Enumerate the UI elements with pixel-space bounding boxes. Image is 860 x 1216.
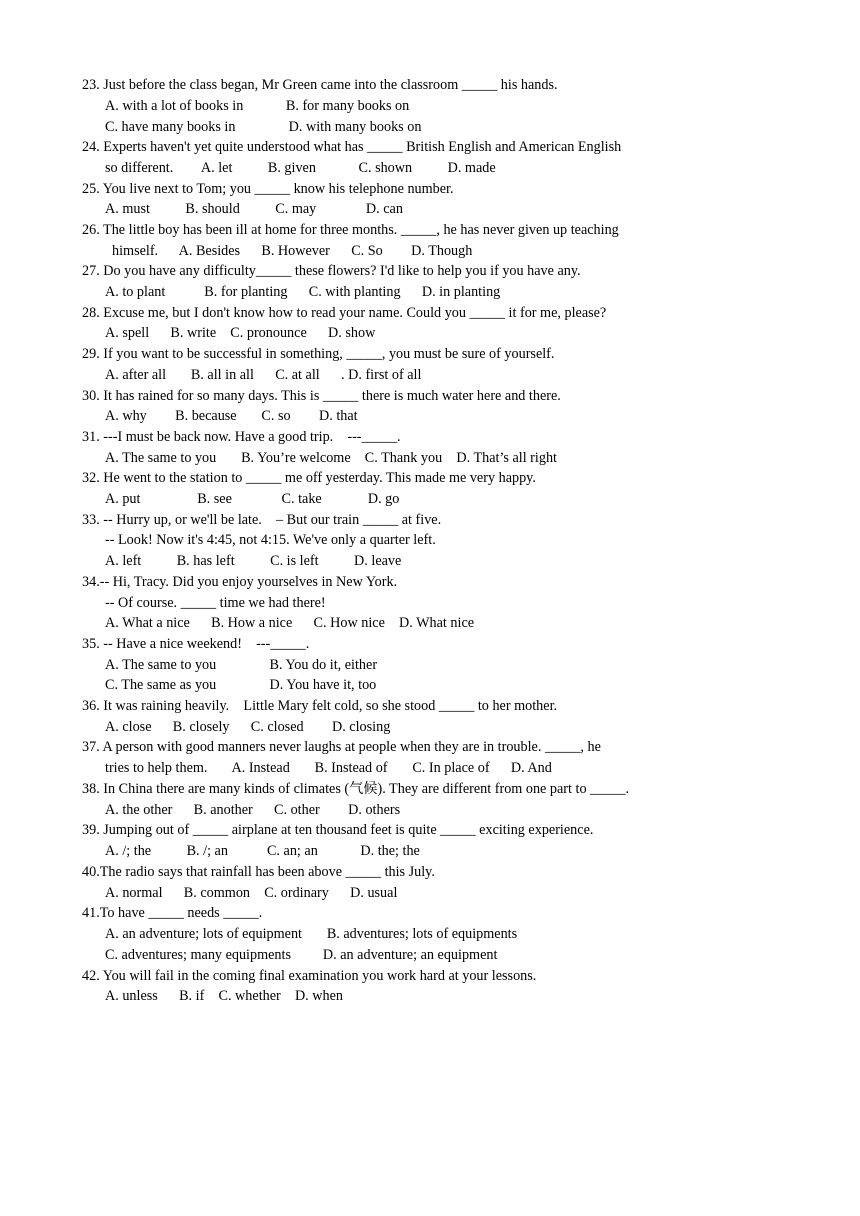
options-40: A. normal B. common C. ordinary D. usual [105, 885, 398, 901]
question-36: 36. It was raining heavily. Little Mary felt cold, so she stood _____ to her mother. [82, 698, 558, 714]
question-33-dialogue: -- Look! Now it's 4:45, not 4:15. We've only a quarter left. [105, 532, 436, 548]
question-34: 34.-- Hi, Tracy. Did you enjoy yourselves in New York. [82, 574, 398, 590]
options-25: A. must B. should C. may D. can [105, 201, 403, 217]
question-27: 27. Do you have any difficulty_____ these flowers? I'd like to help you if you have any. [82, 263, 581, 279]
options-32: A. put B. see C. take D. go [105, 491, 400, 507]
question-32: 32. He went to the station to _____ me off yesterday. This made me very happy. [82, 470, 536, 486]
question-40: 40.The radio says that rainfall has been above _____ this July. [82, 864, 435, 880]
options-30: A. why B. because C. so D. that [105, 408, 358, 424]
question-24-cont-options: so different. A. let B. given C. shown D. made [105, 160, 496, 176]
options-42: A. unless B. if C. whether D. when [105, 988, 344, 1004]
options-35-a-b: A. The same to you B. You do it, either [105, 657, 378, 673]
options-38: A. the other B. another C. other D. others [105, 802, 401, 818]
options-33: A. left B. has left C. is left D. leave [105, 553, 402, 569]
question-41: 41.To have _____ needs _____. [82, 905, 263, 921]
question-34-dialogue: -- Of course. _____ time we had there! [105, 595, 326, 611]
options-29: A. after all B. all in all C. at all . D. first of all [105, 367, 422, 383]
options-36: A. close B. closely C. closed D. closing [105, 719, 391, 735]
question-26: 26. The little boy has been ill at home for three months. _____, he has never given up teaching [82, 222, 619, 238]
question-38: 38. In China there are many kinds of climates (气候). They are different from one part to _____. [82, 781, 630, 797]
options-23-c-d: C. have many books in D. with many books on [105, 119, 422, 135]
question-37-cont-options: tries to help them. A. Instead B. Instead of C. In place of D. And [105, 760, 552, 776]
question-35: 35. -- Have a nice weekend! ---_____. [82, 636, 310, 652]
options-39: A. /; the B. /; an C. an; an D. the; the [105, 843, 420, 859]
options-23-a-b: A. with a lot of books in B. for many books on [105, 98, 410, 114]
question-24: 24. Experts haven't yet quite understood what has _____ British English and American English [82, 139, 622, 155]
options-41-a-b: A. an adventure; lots of equipment B. adventures; lots of equipments [105, 926, 518, 942]
question-39: 39. Jumping out of _____ airplane at ten thousand feet is quite _____ exciting experience. [82, 822, 594, 838]
options-34: A. What a nice B. How a nice C. How nice D. What nice [105, 615, 475, 631]
options-41-c-d: C. adventures; many equipments D. an adventure; an equipment [105, 947, 498, 963]
question-31: 31. ---I must be back now. Have a good trip. ---_____. [82, 429, 401, 445]
question-30: 30. It has rained for so many days. This is _____ there is much water here and there. [82, 388, 561, 404]
options-28: A. spell B. write C. pronounce D. show [105, 325, 376, 341]
question-29: 29. If you want to be successful in something, _____, you must be sure of yourself. [82, 346, 555, 362]
question-42: 42. You will fail in the coming final examination you work hard at your lessons. [82, 968, 537, 984]
question-28: 28. Excuse me, but I don't know how to read your name. Could you _____ it for me, please? [82, 305, 607, 321]
options-27: A. to plant B. for planting C. with planting D. in planting [105, 284, 501, 300]
question-23: 23. Just before the class began, Mr Green came into the classroom _____ his hands. [82, 77, 558, 93]
options-35-c-d: C. The same as you D. You have it, too [105, 677, 377, 693]
question-25: 25. You live next to Tom; you _____ know his telephone number. [82, 181, 454, 197]
options-31: A. The same to you B. You’re welcome C. Thank you D. That’s all right [105, 450, 557, 466]
question-33: 33. -- Hurry up, or we'll be late. – But our train _____ at five. [82, 512, 442, 528]
question-26-cont-options: himself. A. Besides B. However C. So D. Though [112, 243, 473, 259]
question-37: 37. A person with good manners never laughs at people when they are in trouble. _____, he [82, 739, 601, 755]
